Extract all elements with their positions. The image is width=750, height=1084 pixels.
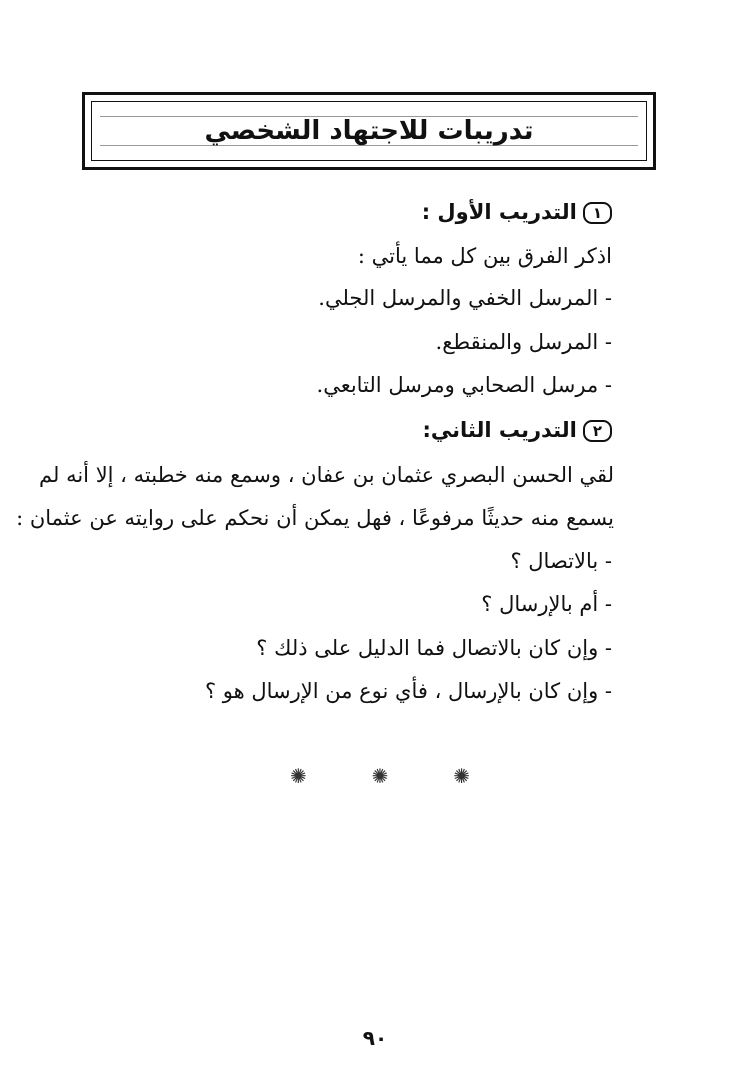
exercise2-item-2: - أم بالإرسال ؟: [481, 592, 612, 616]
title-inner-frame: [91, 101, 647, 161]
page-title: تدريبات للاجتهاد الشخصي: [204, 116, 534, 146]
exercise1-prompt: اذكر الفرق بين كل مما يأتي :: [357, 244, 612, 268]
exercise2-paragraph-line1: لقي الحسن البصري عثمان بن عفان ، وسمع منه خطبته ، إلا أنه لم: [39, 463, 614, 487]
ornament-star-icon: ✺: [371, 764, 389, 788]
exercise1-item-2: - المرسل والمنقطع.: [435, 330, 612, 354]
ornament-star-icon: ✺: [453, 764, 470, 788]
exercise2-item-1: - بالاتصال ؟: [510, 549, 612, 573]
section-divider-ornaments: [290, 764, 470, 788]
exercise2-item-4: - وإن كان بالإرسال ، فأي نوع من الإرسال هو ؟: [204, 679, 612, 703]
exercise1-item-3: - مرسل الصحابي ومرسل التابعي.: [316, 373, 612, 397]
page-number: ٩٠: [362, 1026, 388, 1050]
exercise1-number-badge: ١: [583, 202, 612, 224]
exercise1-item-1: - المرسل الخفي والمرسل الجلي.: [318, 286, 612, 310]
exercise1-heading: [422, 200, 612, 224]
title-frame: [82, 92, 656, 170]
exercise2-heading-text: التدريب الثاني:: [422, 418, 577, 442]
exercise2-heading: [422, 418, 612, 442]
exercise2-item-3: - وإن كان بالاتصال فما الدليل على ذلك ؟: [256, 636, 612, 660]
exercise2-paragraph-line2: يسمع منه حديثًا مرفوعًا ، فهل يمكن أن نحكم على روايته عن عثمان :: [16, 506, 614, 530]
ornament-star-icon: ✺: [290, 764, 307, 788]
exercise2-number-badge: ٢: [583, 420, 612, 442]
exercise1-heading-text: التدريب الأول :: [421, 200, 577, 224]
